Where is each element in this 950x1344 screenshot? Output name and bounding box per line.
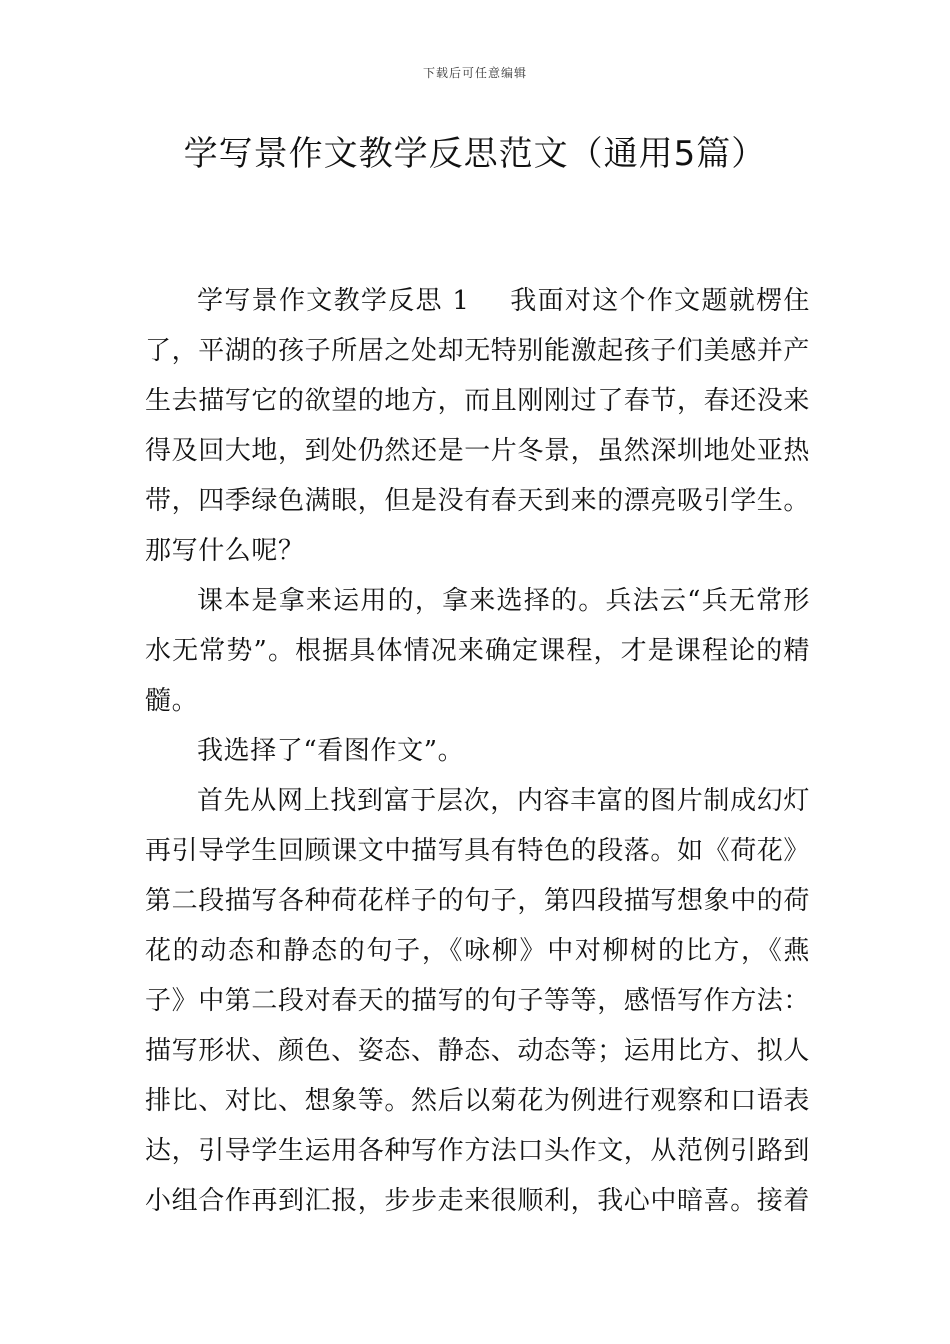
paragraph-4: 首先从网上找到富于层次，内容丰富的图片制成幻灯再引导学生回顾课文中描写具有特色的段落。如《荷花》第二段描写各种荷花样子的句子，第四段描写想象中的荷花的动态和静态的句子，《咏柳》中对柳树的比方，《燕子》中第二段对春天的描写的句子等等，感悟写作方法：描写形状、颜色、姿态、静态、动态等；运用比方、拟人排比、对比、想象等。然后以菊花为例进行观察和口语表达，引导学生运用各种写作方法口头作文，从范例引路到小组合作再到汇报，步步走来很顺利，我心中暗喜。接着 (145, 786, 811, 1216)
paragraph-3: 我选择了“看图作文”。 (197, 736, 465, 766)
paragraph-1-text: 我面对这个作文题就楞住了，平湖的孩子所居之处却无特别能激起孩子们美感并产生去描写它的欲望的地方，而且刚刚过了春节，春还没来得及回大地，到处仍然还是一片冬景，虽然深圳地处亚热带，四季绿色满眼，但是没有春天到来的漂亮吸引学生。那写什么呢？ (145, 286, 811, 566)
paragraph-2: 课本是拿来运用的，拿来选择的。兵法云“兵无常形水无常势”。根据具体情况来确定课程，才是课程论的精髓。 (145, 586, 810, 716)
section-label: 学写景作文教学反思 1 (197, 286, 470, 316)
document-title: 学写景作文教学反思范文（通用5篇） (183, 134, 767, 174)
paragraph-1 (145, 276, 810, 576)
header-note: 下载后可任意编辑 (422, 66, 527, 80)
document-body (145, 276, 810, 1226)
